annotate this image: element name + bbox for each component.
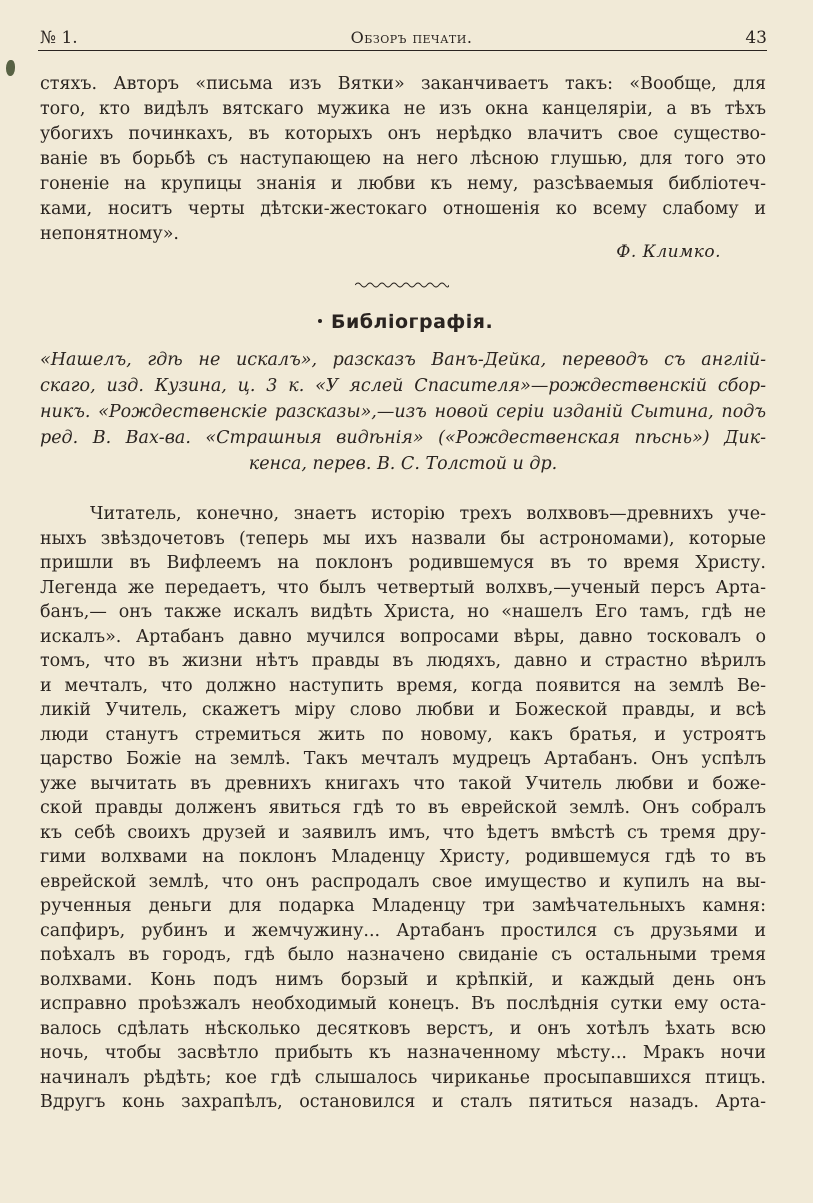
section-divider-ornament: [355, 281, 449, 289]
issue-number: № 1.: [40, 28, 78, 48]
text-line: ликій Учитель, скажетъ міру слово любви и Божеской правды, и всѣ: [40, 700, 766, 720]
text-line: ред. В. Вах-ва. «Страшныя видѣнія» («Рождественская пѣснь») Дик-: [40, 428, 766, 448]
text-line: люди станутъ стремиться жить по новому, какъ братья, и устроятъ: [40, 724, 766, 745]
text-line: уже вычитать въ древнихъ книгахъ что такой Учитель любви и боже-: [40, 773, 766, 794]
text-line: ночь, чтобы засвѣтло прибыть къ назначенному мѣсту... Мракъ ночи: [40, 1043, 766, 1063]
text-line: валось сдѣлать нѣсколько десятковъ верстъ, и онъ хотѣлъ ѣхать всю: [40, 1018, 766, 1039]
text-line: и мечталъ, что должно наступить время, когда появится на землѣ Ве-: [40, 675, 766, 696]
text-line: Читатель, конечно, знаетъ исторію трехъ волхвовъ—древнихъ уче-: [90, 504, 766, 524]
running-title: Обзоръ печати.: [350, 28, 473, 47]
header-rule: [38, 50, 767, 51]
section-title: [318, 311, 493, 333]
text-line: стяхъ. Авторъ «письма изъ Вятки» заканчиваетъ такъ: «Вообще, для: [40, 74, 766, 94]
text-line: начиналъ рѣдѣть; кое гдѣ слышалось чириканье просыпавшихся птицъ.: [40, 1067, 766, 1088]
text-line: волхвами. Конь подъ нимъ борзый и крѣпкій, и каждый день онъ: [40, 969, 766, 990]
text-line: кенса, перев. В. С. Толстой и др.: [248, 454, 558, 474]
text-line: банъ,— онъ также искалъ видѣть Христа, но «нашелъ Его тамъ, гдѣ не: [40, 602, 766, 622]
text-line: убогихъ починкахъ, въ которыхъ онъ нерѣдко влачитъ свое существо-: [40, 124, 766, 144]
text-line: поѣхалъ въ городъ, гдѣ было назначено свиданіе съ остальными тремя: [40, 945, 766, 965]
text-line: Легенда же передаетъ, что былъ четвертый волхвъ,—ученый персъ Арта-: [40, 577, 766, 598]
text-line: ками, носитъ черты дѣтски-жестокаго отношенія ко всему слабому и: [40, 199, 766, 219]
letter-end-paragraph: [40, 72, 766, 247]
text-line: ской правды долженъ явиться гдѣ то въ еврейской землѣ. Онъ собралъ: [40, 798, 766, 818]
text-line: еврейской землѣ, что онъ распродалъ свое имущество и купилъ на вы-: [40, 871, 766, 892]
text-line: того, кто видѣлъ вятскаго мужика не изъ окна канцеляріи, а въ тѣхъ: [40, 99, 766, 119]
text-line: исправно проѣзжалъ необходимый конецъ. Въ послѣднія сутки ему оста-: [40, 994, 766, 1014]
text-line: ваніе въ борьбѣ съ наступающею на него лѣсною глушью, для того это: [40, 149, 766, 169]
ink-blot: [6, 60, 15, 76]
running-head: [40, 20, 767, 48]
text-line: гими волхвами на поклонъ Младенцу Христу, родившемуся гдѣ то въ: [40, 847, 766, 867]
text-line: къ себѣ своихъ друзей и заявилъ имъ, что ѣдетъ вмѣстѣ съ тремя дру-: [40, 822, 766, 843]
text-line: сапфиръ, рубинъ и жемчужину... Артабанъ простился съ друзьями и: [40, 920, 766, 941]
text-line: скаго, изд. Кузина, ц. 3 к. «У яслей Спасителя»—рождественскій сбор-: [40, 376, 766, 396]
text-line: гоненіе на крупицы знанія и любви къ нему, разсѣваемыя библіотеч-: [40, 174, 766, 194]
bullet-dot: [318, 319, 322, 323]
text-line: искалъ». Артабанъ давно мучился вопросами вѣры, давно тосковалъ о: [40, 626, 766, 647]
bibliography-entry: [40, 347, 766, 477]
text-line: непонятному».: [40, 224, 179, 244]
text-line: томъ, что въ жизни нѣтъ правды въ людяхъ, давно и страстно вѣрилъ: [40, 651, 766, 671]
text-line: рученныя деньги для подарка Младенцу три замѣчательныхъ камня:: [40, 896, 766, 916]
text-line: царство Божіе на землѣ. Такъ мечталъ мудрецъ Артабанъ. Онъ успѣлъ: [40, 749, 766, 769]
text-line: ныхъ звѣздочетовъ (теперь мы ихъ назвали бы астрономами), которые: [40, 528, 766, 549]
text-line: Вдругъ конь захрапѣлъ, остановился и сталъ пятиться назадъ. Арта-: [40, 1092, 766, 1112]
section-title-text: Библіографія.: [331, 311, 494, 333]
text-line: пришли въ Вифлеемъ на поклонъ родившемуся въ то время Христу.: [40, 553, 766, 573]
text-line: «Нашелъ, гдѣ не искалъ», разсказъ Ванъ-Дейка, переводъ съ англій-: [40, 350, 766, 370]
author-signature: Ф. Климко.: [616, 242, 721, 262]
page-number: 43: [745, 28, 767, 48]
review-body: [40, 502, 766, 1115]
text-line: никъ. «Рождественскіе разсказы»,—изъ новой серіи изданій Сытина, подъ: [40, 402, 766, 422]
